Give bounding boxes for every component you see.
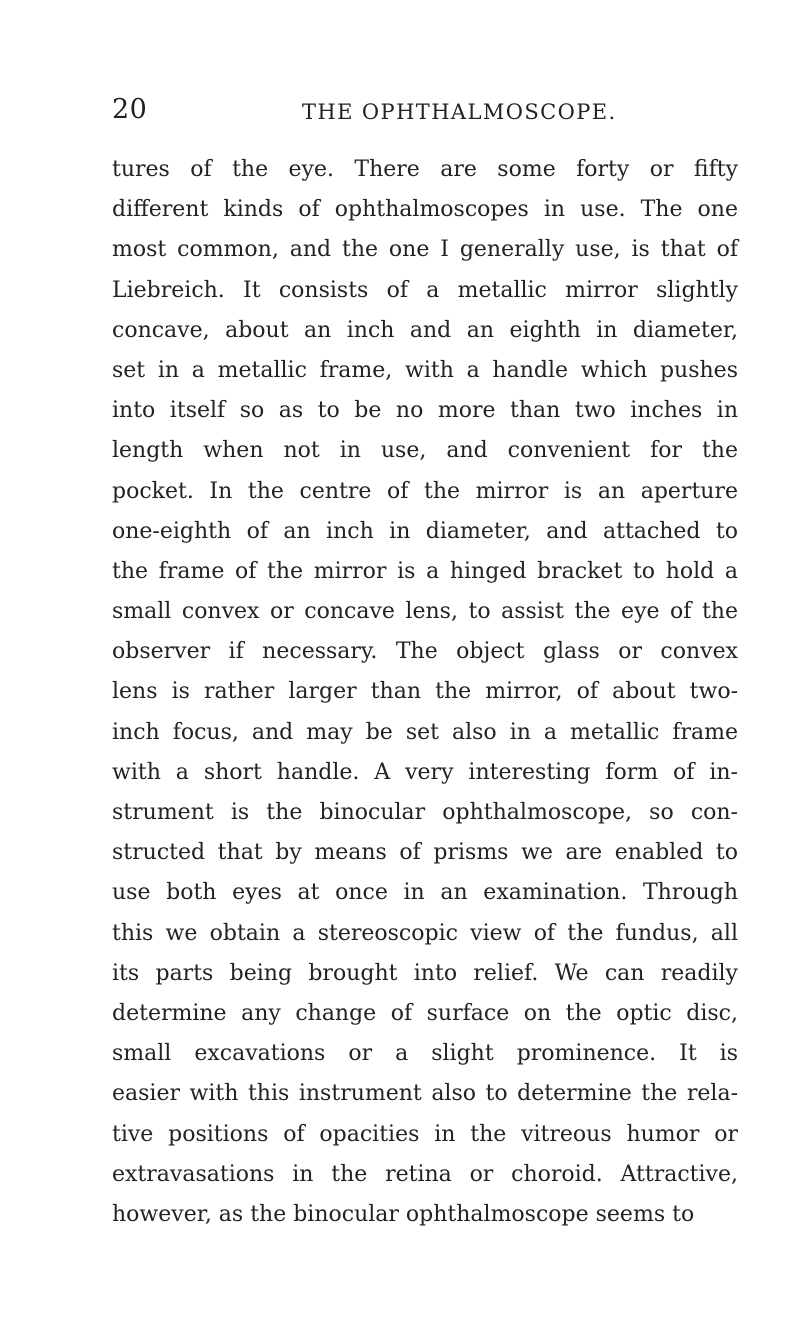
text-line: set in a metallic frame, with a handle which pushes: [112, 357, 738, 383]
page-number: 20: [112, 94, 148, 125]
text-line: strument is the binocular ophthalmoscope, so con-: [112, 800, 738, 825]
text-line: tures of the eye. There are some forty or fifty: [112, 157, 738, 182]
text-line: this we obtain a stereoscopic view of the fundus, all: [112, 920, 738, 946]
text-line: its parts being brought into relief. We can readily: [112, 960, 738, 986]
text-line: most common, and the one I generally use, is that of: [112, 237, 738, 263]
text-line: small convex or concave lens, to assist the eye of the: [112, 599, 738, 625]
text-line: use both eyes at once in an examination. Through: [112, 880, 738, 906]
text-line: small excavations or a slight prominence. It is: [112, 1041, 738, 1067]
text-line: with a short handle. A very interesting form of in-: [112, 759, 738, 785]
text-line: different kinds of ophthalmoscopes in use. The one: [112, 197, 738, 223]
text-line: easier with this instrument also to determine the rela-: [112, 1081, 738, 1107]
text-line: concave, about an inch and an eighth in diameter,: [112, 317, 738, 343]
text-line: pocket. In the centre of the mirror is an aperture: [112, 478, 738, 504]
text-line: lens is rather larger than the mirror, of about two-: [112, 679, 738, 705]
text-line: length when not in use, and convenient for the: [112, 438, 738, 464]
text-line: tive positions of opacities in the vitreous humor or: [112, 1121, 738, 1147]
page-header: [0, 90, 800, 130]
text-line: into itself so as to be no more than two inches in: [112, 398, 738, 424]
text-line: inch focus, and may be set also in a metallic frame: [112, 719, 738, 745]
body-text: [112, 150, 738, 1235]
running-head: THE OPHTHALMOSCOPE.: [302, 100, 617, 124]
text-line: however, as the binocular ophthalmoscope seems to: [112, 1201, 695, 1227]
text-line: the frame of the mirror is a hinged bracket to hold a: [112, 558, 738, 584]
text-line: observer if necessary. The object glass or convex: [112, 639, 738, 665]
text-line: determine any change of surface on the optic disc,: [112, 1000, 738, 1026]
text-line: structed that by means of prisms we are enabled to: [112, 840, 738, 866]
text-line: one-eighth of an inch in diameter, and attached to: [112, 518, 738, 544]
text-line: Liebreich. It consists of a metallic mirror slightly: [112, 277, 738, 303]
text-line: extravasations in the retina or choroid. Attractive,: [112, 1161, 738, 1187]
